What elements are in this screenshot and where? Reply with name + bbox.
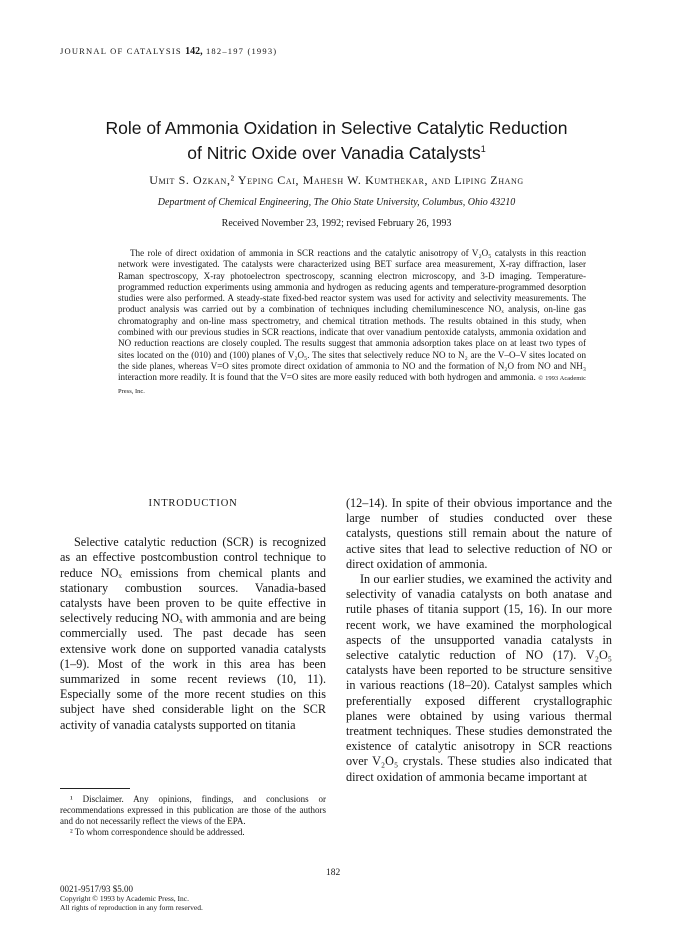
section-heading: INTRODUCTION (148, 498, 238, 509)
abstract-copyright: © 1993 Academic Press, Inc. (118, 375, 586, 395)
copyright-block (60, 885, 203, 913)
intro-paragraph-continued: (12–14). In spite of their obvious importance and the large number of studies conducted over these catalysts, questions still remain about the nature of active sites that lead to selective reduction of NO or direct oxidation of ammonia. (346, 496, 612, 571)
footnotes (60, 794, 326, 838)
title-line-1: Role of Ammonia Oxidation in Selective Catalytic Reduction (105, 118, 568, 138)
title-line-2: of Nitric Oxide over Vanadia Catalysts (187, 142, 481, 163)
left-column (60, 496, 326, 733)
received-dates: Received November 23, 1992; revised February 26, 1993 (221, 218, 452, 229)
issn-code: 0021-9517/93 $5.00 (60, 884, 133, 894)
abstract (118, 248, 586, 397)
intro-paragraph-1: Selective catalytic reduction (SCR) is recognized as an effective postcombustion control technique to reduce NOₓ emissions from chemical plants and stationary combustion sources. Vanadia-based catalysts have been proven to be quite effective in selectively reducing NOₓ with ammonia and are being commercially used. The past decade has seen extensive work done on supported vanadia catalysts (1–9). Most of the work in this area has been summarized in some recent reviews (10, 11). Especially some of the more recent studies on this subject have shed considerable light on the SCR activity of vanadia catalysts supported on titania (60, 535, 326, 732)
affiliation: Department of Chemical Engineering, The Ohio State University, Columbus, Ohio 43210 (157, 197, 516, 208)
footnote-divider (60, 788, 130, 789)
copyright-line-1: Copyright © 1993 by Academic Press, Inc. (60, 894, 190, 904)
title-footnote-marker: 1 (480, 144, 486, 154)
author-list: Umit S. Ozkan,² Yeping Cai, Mahesh W. Kumthekar, and Liping Zhang (149, 173, 524, 187)
page-number: 182 (326, 868, 341, 878)
paper-title (60, 118, 613, 164)
abstract-text: The role of direct oxidation of ammonia in SCR reactions and the catalytic anisotropy of V₂O₅ catalysts in this reaction network were investigated. The catalysts were characterized using BET surface area measurement, X-ray diffraction, laser Raman spectroscopy, X-ray photoelectron spectroscopy, scanning electron microscopy, and 3-D imaging. Temperature-programmed reduction experiments using ammonia and hydrogen as reducing agents and temperature-programmed desorption studies were also performed. A steady-state fixed-bed reactor system was used for activity and selectivity measurements. The product analysis was carried out by a combination of techniques including chemiluminescence NOₓ analysis, on-line gas chromatography and on-line mass spectrometry, and chemical titration methods. The results obtained in this study, when combined with our previous studies in SCR reactions, indicate that over vanadium pentoxide catalysts, ammonia oxidation and NO reduction reactions are closely coupled. The results suggest that ammonia adsorption takes place on at least two types of sites located on the (010) and (100) planes of V₂O₅. The sites that selectively reduce NO to N₂ are the V–O–V sites located on the side planes, whereas V=O sites promote direct oxidation of ammonia to NO and the formation of N₂O from NO and NH₃ interaction more readily. It is found that the V=O sites are more easily reduced with both hydrogen and ammonia. (118, 248, 586, 383)
copyright-line-2: All rights of reproduction in any form reserved. (60, 903, 203, 913)
footnote-1: ¹ Disclaimer. Any opinions, findings, and conclusions or recommendations expressed in this publication are those of the authors and do not necessarily reflect the views of the EPA. (60, 794, 326, 826)
right-column (346, 496, 612, 785)
journal-pages: 182–197 (1993) (205, 46, 278, 56)
journal-volume: 142, (185, 46, 203, 57)
footnote-2: ² To whom correspondence should be addressed. (70, 827, 245, 837)
journal-header (60, 46, 277, 57)
journal-name: JOURNAL OF CATALYSIS (60, 46, 182, 56)
intro-paragraph-2: In our earlier studies, we examined the activity and selectivity of vanadia catalysts on both anatase and rutile phases of titania support (15, 16). In our more recent work, we have examined the morphological aspects of the unsupported vanadia catalysts in selective catalytic reduction of NO (17). V₂O₅ catalysts have been reported to be structure sensitive in various reactions (18–20). Catalyst samples which preferentially exposed different crystallographic planes were obtained by using various thermal treatment techniques. These studies demonstrated the existence of catalytic anisotropy in SCR reactions over V₂O₅ crystals. These studies also indicated that direct oxidation of ammonia became important at (346, 572, 612, 784)
